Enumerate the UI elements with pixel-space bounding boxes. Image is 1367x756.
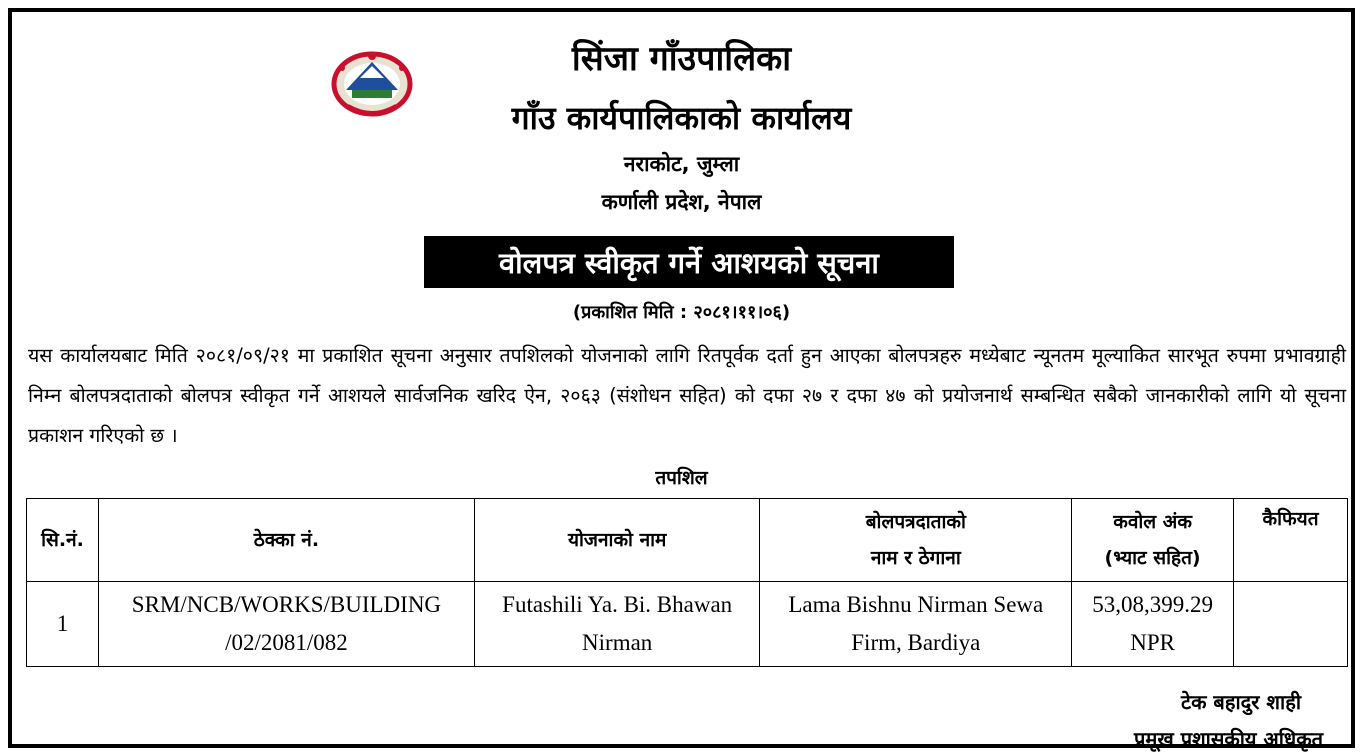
col-header-amount-line1: कवोल अंक xyxy=(1113,511,1192,533)
col-header-contract: ठेक्का नं. xyxy=(98,499,474,582)
signatory-designation: प्रमूख प्रशासकीय अधिकृत xyxy=(1134,727,1323,751)
cell-amount xyxy=(1072,582,1234,667)
cell-project-line2: Nirman xyxy=(582,630,653,655)
col-header-bidder xyxy=(760,499,1072,582)
col-header-remarks: कैफियत xyxy=(1234,499,1348,582)
col-header-amount xyxy=(1072,499,1234,582)
notice-body: यस कार्यालयबाट मिति २०८१/०९/२१ मा प्रकाशित सूचना अनुसार तपशिलको योजनाको लागि रितपूर्वक दर्ता हुन आएका बोलपत्रहरु मध्येबाट न्यूनतम मूल्याकित सारभूत रुपमा प्रभावग्राही निम्न बोलपत्रदाताको बोलपत्र स्वीकृत गर्ने आशयले सार्वजनिक खरिद ऐन, २०६३ (संशोधन सहित) को दफा २७ र दफा ४७ को प्रयोजनार्थ सम्बन्धित सबैको जानकारीको लागि यो सूचना प्रकाशन गरिएको छ । xyxy=(28,344,1346,447)
bid-table xyxy=(26,498,1348,667)
col-header-bidder-line1: बोलपत्रदाताको xyxy=(865,511,966,533)
org-name: सिंजा गाँउपालिका xyxy=(571,39,792,79)
table-row xyxy=(27,582,1348,667)
cell-contract-line1: SRM/NCB/WORKS/BUILDING xyxy=(131,592,442,617)
office-province: कर्णाली प्रदेश, नेपाल xyxy=(601,190,762,214)
col-header-bidder-line2: नाम र ठेगाना xyxy=(870,547,961,569)
cell-bidder-line1: Lama Bishnu Nirman Sewa xyxy=(788,592,1044,617)
office-address: नराकोट, जुम्ला xyxy=(623,152,740,176)
cell-project xyxy=(474,582,760,667)
cell-sn: 1 xyxy=(27,582,99,667)
col-header-project: योजनाको नाम xyxy=(474,499,760,582)
cell-bidder xyxy=(760,582,1072,667)
table-header-row xyxy=(27,499,1348,582)
cell-remarks xyxy=(1234,582,1348,667)
notice-title: वोलपत्र स्वीकृत गर्ने आशयको सूचना xyxy=(424,236,954,288)
cell-project-line1: Futashili Ya. Bi. Bhawan xyxy=(502,592,733,617)
notice-frame xyxy=(8,8,1355,751)
published-date: (प्रकाशित मिति : २०८१।११।०६) xyxy=(572,302,791,323)
col-header-amount-line2: (भ्याट सहित) xyxy=(1104,547,1201,569)
cell-bidder-line2: Firm, Bardiya xyxy=(851,630,981,655)
cell-contract-line2: /02/2081/082 xyxy=(225,630,348,655)
cell-amount-line2: NPR xyxy=(1130,630,1175,655)
col-header-sn: सि.नं. xyxy=(27,499,99,582)
details-heading: तपशिल xyxy=(655,467,708,489)
cell-contract xyxy=(98,582,474,667)
cell-amount-line1: 53,08,399.29 xyxy=(1092,592,1213,617)
signatory-name: टेक बहादुर शाही xyxy=(1181,690,1301,714)
office-name: गाँउ कार्यपालिकाको कार्यालय xyxy=(511,99,852,137)
